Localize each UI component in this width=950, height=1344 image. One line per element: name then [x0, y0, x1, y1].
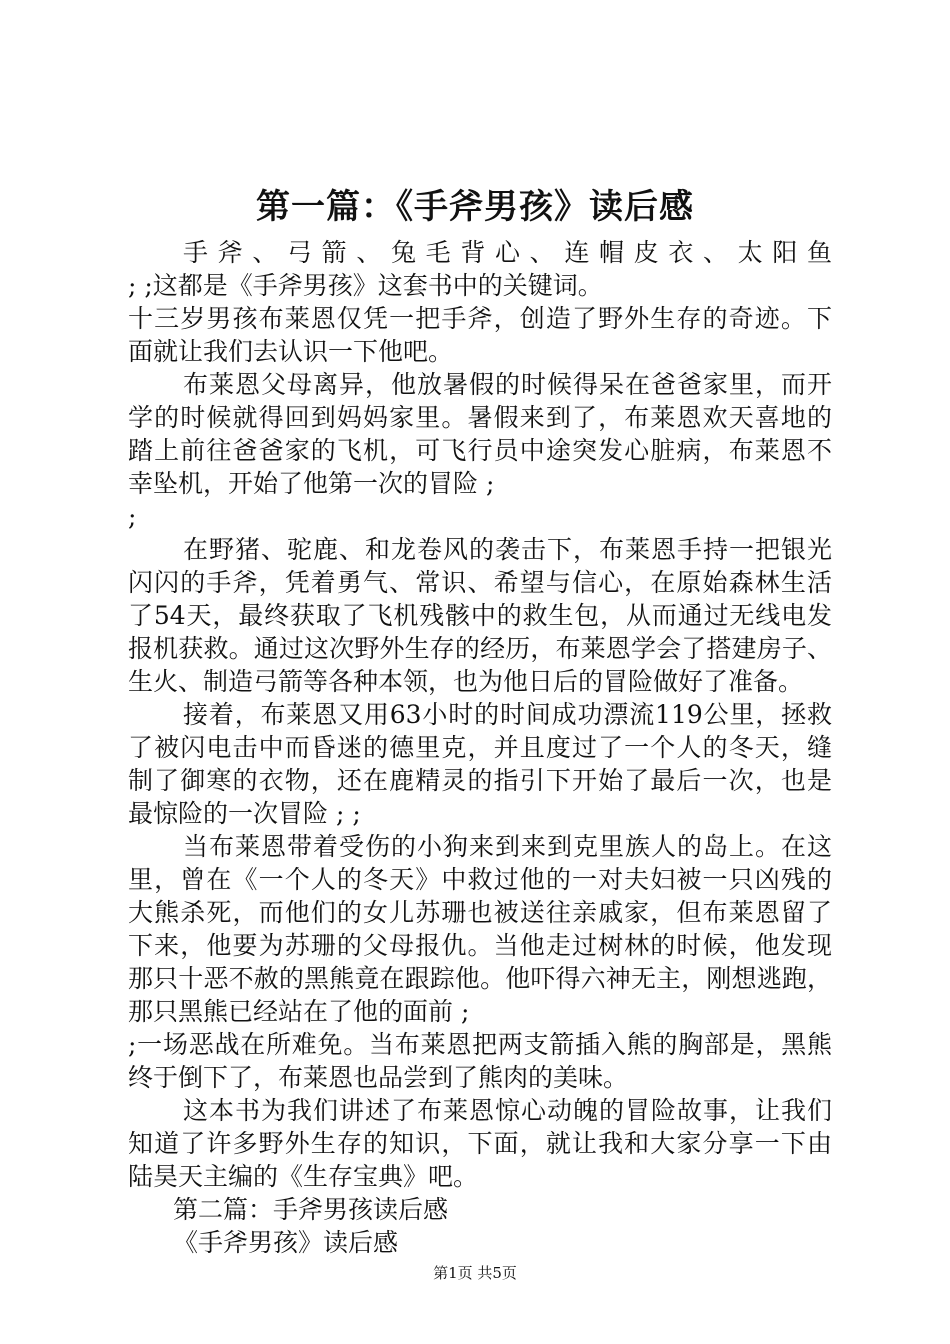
text-line: 闪闪的手斧，凭着勇气、常识、希望与信心，在原始森林生活	[128, 568, 832, 597]
document-title: 第一篇：《手斧男孩》读后感	[256, 187, 694, 227]
text-line: 最惊险的一次冒险 ; ;	[128, 799, 361, 828]
text-line: 陆昊天主编的《生存宝典》吧。	[128, 1162, 479, 1191]
text-line: 下来，他要为苏珊的父母报仇。当他走过树林的时候，他发现	[128, 931, 832, 960]
text-line: 十三岁男孩布莱恩仅凭一把手斧，创造了野外生存的奇迹。下	[128, 304, 832, 333]
text-line: 制了御寒的衣物，还在鹿精灵的指引下开始了最后一次，也是	[128, 766, 832, 795]
text-line: 第二篇：手斧男孩读后感	[173, 1195, 449, 1224]
text-line: ; ;这都是《手斧男孩》这套书中的关键词。	[128, 271, 603, 300]
text-line: 这本书为我们讲述了布莱恩惊心动魄的冒险故事，让我们	[183, 1096, 832, 1125]
text-line: 在野猪、驼鹿、和龙卷风的袭击下，布莱恩手持一把银光	[183, 535, 832, 564]
text-line: 那只黑熊已经站在了他的面前 ;	[128, 997, 470, 1026]
text-line: 那只十恶不赦的黑熊竟在跟踪他。他吓得六神无主，刚想逃跑，	[128, 964, 832, 993]
text-line: 手斧、弓箭、兔毛背心、连帽皮衣、太阳鱼	[183, 238, 832, 267]
text-line: 《手斧男孩》读后感	[173, 1228, 399, 1257]
text-line: 了被闪电击中而昏迷的德里克，并且度过了一个人的冬天，缝	[128, 733, 832, 762]
page-footer: 第1页 共5页	[433, 1264, 517, 1282]
text-line: ;	[128, 502, 137, 531]
text-line: 了54天，最终获取了飞机残骸中的救生包，从而通过无线电发	[128, 601, 832, 630]
text-line: ;一场恶战在所难免。当布莱恩把两支箭插入熊的胸部是，黑熊	[128, 1030, 832, 1059]
text-line: 踏上前往爸爸家的飞机，可飞行员中途突发心脏病，布莱恩不	[128, 436, 832, 465]
text-line: 接着，布莱恩又用63小时的时间成功漂流119公里，拯救	[183, 700, 832, 729]
text-line: 终于倒下了，布莱恩也品尝到了熊肉的美味。	[128, 1063, 629, 1092]
text-line: 学的时候就得回到妈妈家里。暑假来到了，布莱恩欢天喜地的	[128, 403, 832, 432]
text-line: 报机获救。通过这次野外生存的经历，布莱恩学会了搭建房子、	[128, 634, 832, 663]
text-line: 里，曾在《一个人的冬天》中救过他的一对夫妇被一只凶残的	[128, 865, 832, 894]
text-line: 幸坠机，开始了他第一次的冒险 ;	[128, 469, 495, 498]
text-line: 布莱恩父母离异，他放暑假的时候得呆在爸爸家里，而开	[183, 370, 832, 399]
text-line: 生火、制造弓箭等各种本领，也为他日后的冒险做好了准备。	[128, 667, 804, 696]
text-line: 大熊杀死，而他们的女儿苏珊也被送往亲戚家，但布莱恩留了	[128, 898, 832, 927]
text-line: 面就让我们去认识一下他吧。	[128, 337, 454, 366]
text-line: 当布莱恩带着受伤的小狗来到来到克里族人的岛上。在这	[183, 832, 832, 861]
text-line: 知道了许多野外生存的知识，下面，就让我和大家分享一下由	[128, 1129, 832, 1158]
